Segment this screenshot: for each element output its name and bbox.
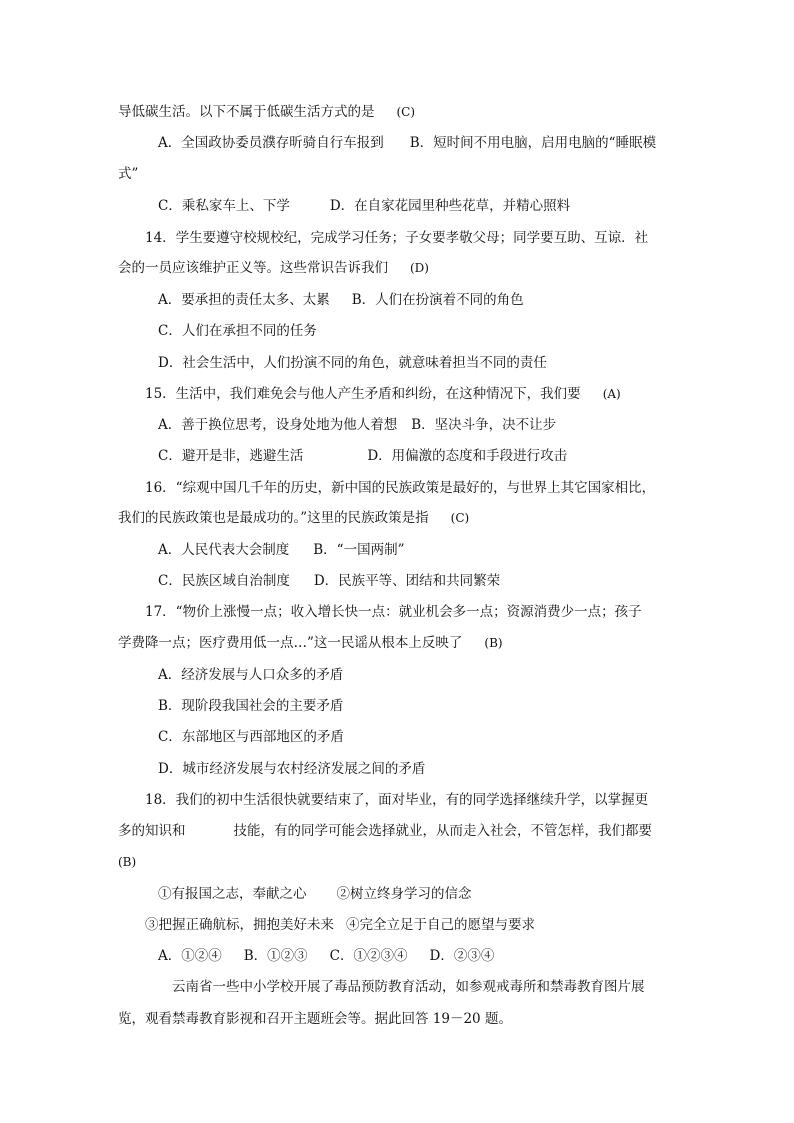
statement-4: ④完全立足于自己的愿望与要求 xyxy=(346,917,535,933)
option-c: C．避开是非，逃避生活 xyxy=(158,448,304,464)
statement-2: ②树立终身学习的信念 xyxy=(336,886,472,902)
question-14-option-c xyxy=(158,321,317,341)
option-a: A．①②④ xyxy=(158,948,222,964)
question-18-stem-cont xyxy=(118,821,652,841)
option-a: A．善于换位思考，设身处地为他人着想 xyxy=(158,417,398,433)
question-14-stem xyxy=(145,228,648,248)
question-18-stem xyxy=(145,790,648,810)
option-c: C．民族区域自治制度 xyxy=(158,573,290,589)
option-a: A．人民代表大会制度 xyxy=(158,542,290,558)
question-15-options-cd xyxy=(158,446,567,466)
option-b: B．“一国两制” xyxy=(313,542,405,558)
text: 14．学生要遵守校规校纪，完成学习任务；子女要孝敬父母；同学要互助、互谅．社 xyxy=(145,230,649,246)
passage-19-20 xyxy=(172,977,645,997)
option-d: D．在自家花园里种些花草，并精心照料 xyxy=(329,198,571,214)
question-16-stem-cont xyxy=(118,508,469,528)
question-15-options-ab xyxy=(158,415,556,435)
statement-3: ③把握正确航标，拥抱美好未来 xyxy=(145,917,334,933)
option-b: B．现阶段我国社会的主要矛盾 xyxy=(158,698,344,714)
answer-label: (B) xyxy=(118,855,137,869)
option-a: A．全国政协委员濮存昕骑自行车报到 xyxy=(158,135,384,151)
option-c: C．人们在承担不同的任务 xyxy=(158,323,317,339)
option-b-cont xyxy=(118,164,138,184)
question-16-stem xyxy=(145,478,655,498)
question-15-stem xyxy=(145,384,621,404)
question-17-option-a xyxy=(158,665,343,685)
option-b: B．人们在扮演着不同的角色 xyxy=(351,292,524,308)
option-d: D．民族平等、团结和共同繁荣 xyxy=(313,573,501,589)
text: 式” xyxy=(118,166,139,182)
text: 会的一员应该维护正义等。这些常识告诉我们 xyxy=(118,260,388,276)
question-18-answer xyxy=(118,852,136,872)
text: 学费降一点；医疗费用低一点…”这一民谣从根本上反映了 xyxy=(118,635,463,651)
text: 我们的民族政策也是最成功的。”这里的民族政策是指 xyxy=(118,510,429,526)
question-17-option-d xyxy=(158,759,425,779)
question-14-stem-cont xyxy=(118,258,429,278)
text: 18．我们的初中生活很快就要结束了，面对毕业，有的同学选择继续升学，以掌握更 xyxy=(145,792,649,808)
question-14-option-d xyxy=(158,353,547,373)
text: 15．生活中，我们难免会与他人产生矛盾和纠纷，在这种情况下，我们要 xyxy=(145,386,581,402)
option-d: D．城市经济发展与农村经济发展之间的矛盾 xyxy=(158,761,426,777)
question-18-options xyxy=(158,946,494,966)
option-b: B．①②③ xyxy=(243,948,308,964)
option-c: C．①②③④ xyxy=(329,948,408,964)
passage-19-20-cont xyxy=(118,1009,512,1029)
text: 技能，有的同学可能会选择就业，从而走入社会，不管怎样，我们都要 xyxy=(233,823,652,839)
text: 览，观看禁毒教育影视和召开主题班会等。据此回答 19－20 题。 xyxy=(118,1011,512,1027)
option-d: D．用偏激的态度和手段进行攻击 xyxy=(367,448,568,464)
answer-label: (C) xyxy=(396,105,416,119)
question-17-stem xyxy=(145,602,642,622)
option-b: B．短时间不用电脑，启用电脑的“睡眠模 xyxy=(409,135,657,151)
text: 多的知识和 xyxy=(118,823,186,839)
text: 17．“物价上涨慢一点；收入增长快一点：就业机会多一点；资源消费少一点；孩子 xyxy=(145,604,642,620)
statement-1: ①有报国之志，奉献之心 xyxy=(158,886,307,902)
question-13-options-cd xyxy=(158,196,570,216)
question-14-options-ab xyxy=(158,290,524,310)
option-a: A．经济发展与人口众多的矛盾 xyxy=(158,667,344,683)
option-d: D．②③④ xyxy=(429,948,495,964)
text: 导低碳生活。以下不属于低碳生活方式的是 xyxy=(118,104,375,120)
question-17-option-b xyxy=(158,696,343,716)
text: 云南省一些中小学校开展了毒品预防教育活动，如参观戒毒所和禁毒教育图片展 xyxy=(172,979,645,995)
answer-label: (A) xyxy=(602,387,621,401)
question-17-stem-cont xyxy=(118,633,503,653)
answer-label: (C) xyxy=(450,511,470,525)
question-13-options-ab xyxy=(158,133,656,153)
question-18-statements-12 xyxy=(158,884,472,904)
text: 16．“综观中国几千年的历史，新中国的民族政策是最好的，与世界上其它国家相比， xyxy=(145,480,656,496)
question-18-statements-34 xyxy=(145,915,535,935)
question-13-stem-cont xyxy=(118,102,415,122)
option-a: A．要承担的责任太多、太累 xyxy=(158,292,330,308)
question-16-options-cd xyxy=(158,571,500,591)
option-c: C．东部地区与西部地区的矛盾 xyxy=(158,729,344,745)
question-17-option-c xyxy=(158,727,344,747)
answer-label: (B) xyxy=(484,636,503,650)
option-c: C．乘私家车上、下学 xyxy=(158,198,290,214)
question-16-options-ab xyxy=(158,540,404,560)
option-d: D．社会生活中，人们扮演不同的角色，就意味着担当不同的责任 xyxy=(158,355,547,371)
answer-label: (D) xyxy=(410,261,429,275)
option-b: B．坚决斗争，决不让步 xyxy=(411,417,557,433)
